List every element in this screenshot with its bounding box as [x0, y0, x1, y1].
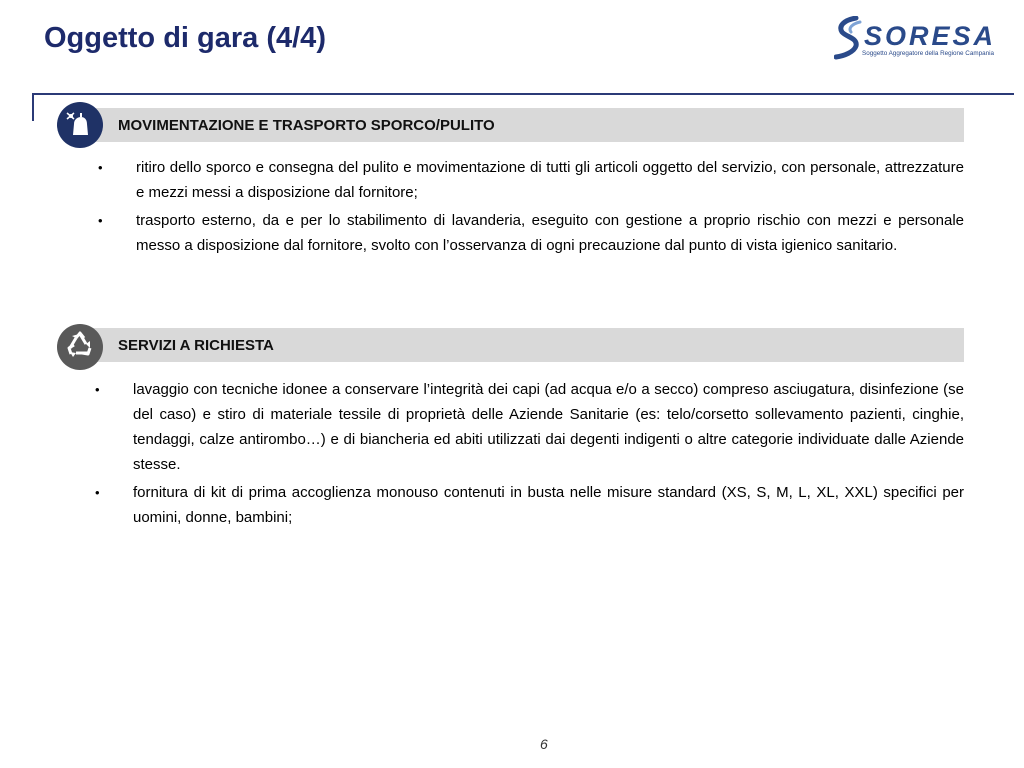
section-bullet-list [95, 377, 964, 533]
list-item: • lavaggio con tecniche idonee a conservare l’integrità dei capi (ad acqua e/o a secco) compreso asciugatura, disinfezione (se del caso) e stiro di materiale tessile di proprietà delle Aziende Sanitarie (es: telo/corsetto sollevamento pazienti, cinghie, tendaggi, calze antirombo…) e di biancheria ed abiti utilizzati dai degenti indigenti o altre categorie individuate dalle Aziende stesse. [133, 377, 964, 477]
list-item: • trasporto esterno, da e per lo stabilimento di lavanderia, eseguito con gestione a proprio rischio con mezzi e personale messo a disposizione dal fornitore, svolto con l’osservanza di ogni precauzione dal punto di vista igienico sanitario. [136, 208, 964, 258]
page-number: 6 [540, 736, 548, 752]
logo-wordmark: SORESA [864, 21, 997, 51]
bullet-icon: • [98, 160, 103, 175]
section-bullet-list [98, 155, 964, 261]
laundry-transport-icon [57, 102, 103, 148]
section-heading: MOVIMENTAZIONE E TRASPORTO SPORCO/PULITO [118, 117, 495, 134]
logo-subtitle: Soggetto Aggregatore della Regione Campania [862, 50, 994, 57]
bullet-icon: • [95, 485, 100, 500]
section-heading: SERVIZI A RICHIESTA [118, 337, 274, 354]
bullet-icon: • [95, 382, 100, 397]
bullet-icon: • [98, 213, 103, 228]
list-item: • fornitura di kit di prima accoglienza monouso contenuti in busta nelle misure standard (XS, S, M, L, XL, XXL) specifici per uomini, donne, bambini; [133, 480, 964, 530]
header-rule-corner [32, 93, 34, 121]
slide-title: Oggetto di gara (4/4) [44, 22, 326, 54]
section-heading-bar [82, 108, 964, 142]
soresa-logo [834, 16, 1002, 62]
recycle-icon [57, 324, 103, 370]
list-item: • ritiro dello sporco e consegna del pulito e movimentazione di tutti gli articoli oggetto del servizio, con personale, attrezzature e mezzi messi a disposizione dal fornitore; [136, 155, 964, 205]
header-rule [32, 93, 1014, 95]
section-heading-bar [82, 328, 964, 362]
